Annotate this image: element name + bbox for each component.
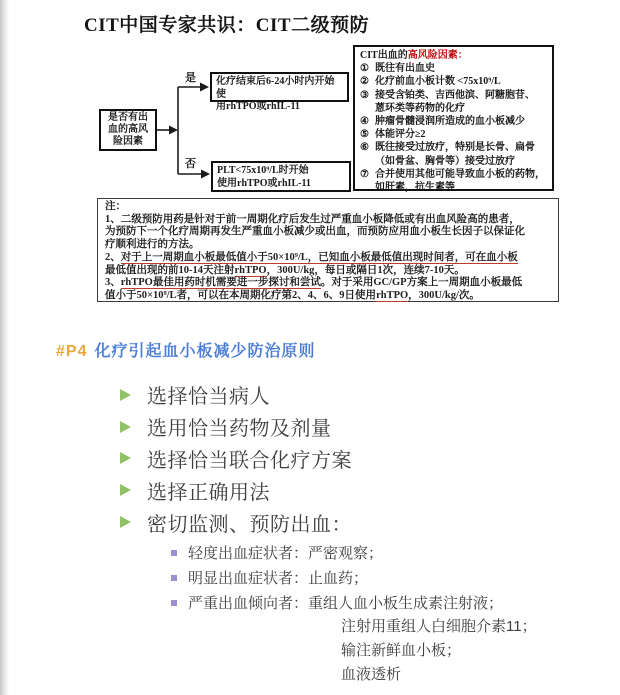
main-bullet-list [120,379,352,538]
text-line: （如骨盆、胸骨等）接受过放疗 [375,155,515,167]
risk-box-header [360,49,548,62]
sub-bullet-item [171,540,503,565]
note-lines [105,214,551,303]
text-line: 化疗结束后6-24小时内开始使 [216,76,335,100]
text-line: 肿瘤骨髓浸润所造成的血小板减少 [375,116,525,128]
note-line [105,252,551,265]
text-line: 如肝素，抗生素等 [375,182,455,194]
arrow-bullet-icon [120,389,131,401]
main-bullet-item [120,506,352,538]
risk-item [360,168,548,194]
sub-bullet-item [171,590,503,615]
note-text: ，300U/kg/次。 [408,289,480,301]
risk-item-marker: ⑥ [360,142,369,154]
note-text: 为预防下一个化疗周期再发生严重血小板减少或出血，而预防应用血小板生长因子以保证化 [105,226,525,238]
continuation-line: 输注新鲜血小板； [341,641,462,659]
flow-decision-box [99,109,157,151]
risk-item [360,62,548,75]
risk-item [360,141,548,167]
text-line: 是否有出 [108,112,148,123]
risk-item [360,89,548,115]
note-line [105,226,551,239]
note-text: 疗顺利进行的方法。 [105,239,200,251]
slide-title: CIT中国专家共识：CIT二级预防 [84,15,370,36]
arrow-bullet-icon [120,421,131,433]
section-heading [56,338,315,361]
text-line: 既往有出血史 [375,63,435,75]
square-bullet-icon [171,600,177,606]
main-bullet-text: 选择恰当联合化疗方案 [147,449,352,472]
note-red-underlined-text: rhTPO最佳用药时机需要进一步探讨和尝试 [120,277,321,289]
section-heading-text: 化疗引起血小板减少防治原则 [94,343,316,360]
text-line: 体能评分≥2 [375,129,426,141]
note-red-underlined-text: rhTPO [234,264,267,276]
sub-bullet-text: 严重出血倾向者：重组人血小板生成素注射液； [188,595,504,613]
note-line [105,290,551,303]
risk-item-text [375,89,548,115]
risk-item-marker: ④ [360,116,369,128]
text-line: 既往接受过放疗，特别是长骨、扁骨 [375,142,535,154]
risk-item-text [375,168,548,194]
risk-item-marker: ⑦ [360,168,369,180]
risk-item-marker: ① [360,63,369,75]
risk-item-text [375,62,548,75]
note-label: 注： [105,201,126,212]
note-text: 最低值出现的前10-14天注射 [105,264,235,276]
main-bullet-item [120,474,352,506]
sub-bullet-item [171,565,503,590]
note-text: 3、 [105,277,121,289]
risk-item-marker: ③ [360,89,369,101]
branch-label-no: 否 [185,158,196,170]
note-line [105,239,551,252]
sub-bullet-text: 明显出血症状者：止血药； [188,570,369,588]
note-line [105,265,551,278]
risk-item-text [375,141,548,167]
main-bullet-text: 选用恰当药物及剂量 [147,418,332,441]
note-text: 。对于采用GC/GP方案上一周期血小板最低 [320,277,523,289]
text-line: 险因素 [113,136,143,147]
note-text: 2、 [105,251,121,263]
text-line: 蒽环类等药物的化疗 [375,102,465,114]
flow-no-box [211,161,351,192]
risk-factors-box [353,45,554,194]
square-bullet-icon [171,550,177,556]
risk-item [360,75,548,88]
risk-item-text [375,128,548,141]
note-line [105,277,551,290]
note-box [97,198,559,302]
page-edge-shadow [0,0,9,695]
risk-list [360,62,548,194]
text-line: PLT<75x10⁹/L时开始 [217,165,309,176]
flow-yes-box [210,72,349,112]
main-bullet-text: 选择正确用法 [147,481,270,504]
text-line: 化疗前血小板计数 <75x10⁹/L [375,76,501,88]
risk-item [360,128,548,141]
arrow-bullet-icon [120,516,131,528]
square-bullet-icon [171,575,177,581]
main-bullet-text: 选择恰当病人 [147,386,270,409]
continuation-lines [341,615,537,686]
continuation-line: 血液透析 [341,665,402,683]
sub-bullet-text: 轻度出血症状者：严密观察； [188,545,384,563]
risk-item [360,115,548,128]
note-red-underlined-text: rhTPO [376,289,409,301]
risk-header-black: CIT出血的 [360,50,408,61]
text-line: 合并使用其他可能导致血小板的药物， [375,168,545,180]
text-line: 用rhTPO或rhIL-11 [216,101,300,112]
text-line: 使用rhTPO或rhIL-11 [217,177,311,189]
note-text: 1、二级预防用药是针对于前一周期化疗后发生过严重血小板降低或有出血风险高的患者， [105,213,520,225]
branch-label-yes: 是 [185,72,196,84]
risk-item-text [375,115,548,128]
risk-item-marker: ② [360,76,369,88]
sub-bullet-list [171,540,503,616]
risk-item-marker: ⑤ [360,129,369,141]
page-tag: #P4 [56,343,88,360]
arrow-bullet-icon [120,452,131,464]
note-red-underlined-text: 对于上一周期血小板最低值小于50×10⁹/L，已知血小板最低值出现时间者，可在血小板 [120,251,518,263]
text-line: 血的高风 [108,124,148,135]
text-line: 接受含铂类、吉西他滨、阿糖胞苷、 [375,89,535,101]
risk-item-text [375,75,548,88]
main-bullet-item [120,379,352,411]
risk-header-red: 高风险因素： [407,50,468,61]
note-text: ，300U/kg，每日或隔日1次，连续7-10天。 [266,264,465,276]
continuation-line: 注射用重组人白细胞介素11； [341,618,537,635]
note-line [105,214,551,227]
arrow-bullet-icon [120,484,131,496]
note-text: 值小于50×10⁹/L者，可以在本周期化疗第2、4、6、9日使用 [105,289,377,301]
main-bullet-text: 密切监测、预防出血： [147,513,352,536]
main-bullet-item [120,411,352,443]
main-bullet-item [120,443,352,475]
